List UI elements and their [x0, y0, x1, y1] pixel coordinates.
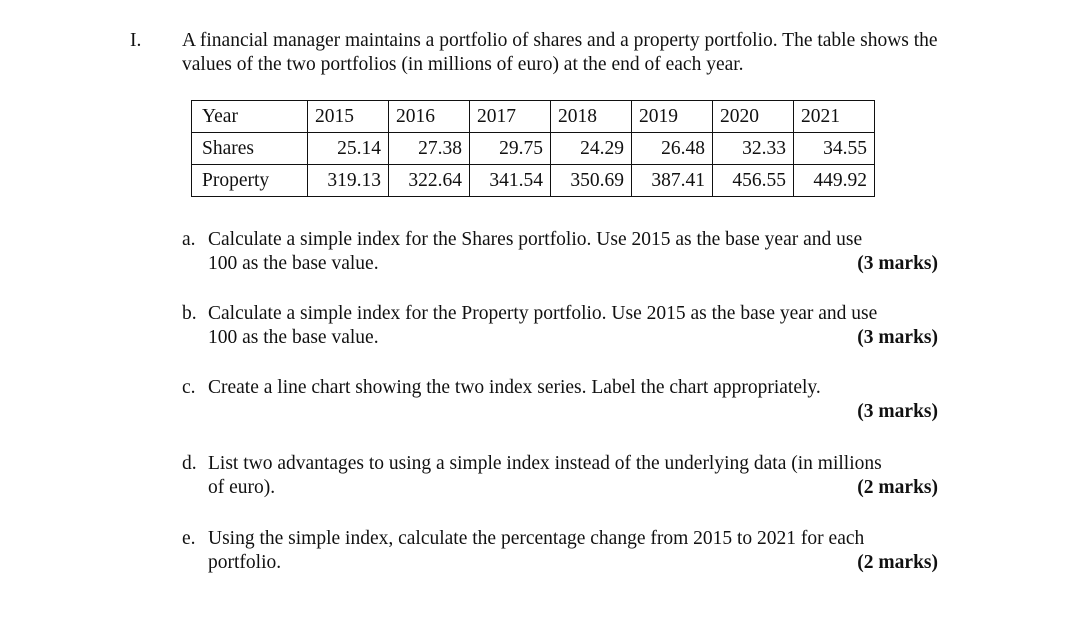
question-intro: A financial manager maintains a portfolio of shares and a property portfolio. The table shows the values of the two portfolios (in millions of euro) at the end of each year. [182, 30, 938, 75]
table-cell: 387.41 [632, 165, 713, 197]
marks-label: (2 marks) [857, 552, 938, 573]
part-e [182, 527, 950, 575]
part-a [182, 228, 950, 276]
marks-label: (3 marks) [857, 401, 938, 422]
year-header-cell: Year [192, 101, 308, 133]
part-text-line2: portfolio. [208, 552, 282, 573]
row-label-property: Property [192, 165, 308, 197]
part-b [182, 302, 950, 350]
table-cell: 24.29 [551, 133, 632, 165]
part-letter: c. [182, 377, 196, 398]
part-text-line1: Calculate a simple index for the Property portfolio. Use 2015 as the base year and use [208, 303, 878, 324]
part-text-line1: Using the simple index, calculate the percentage change from 2015 to 2021 for each [208, 528, 865, 549]
table-cell: 34.55 [794, 133, 875, 165]
table-cell: 456.55 [713, 165, 794, 197]
table-cell: 350.69 [551, 165, 632, 197]
table-cell: 32.33 [713, 133, 794, 165]
table-cell: 25.14 [308, 133, 389, 165]
year-cell: 2017 [470, 101, 551, 133]
table-cell: 26.48 [632, 133, 713, 165]
marks-label: (2 marks) [857, 477, 938, 498]
table-cell: 27.38 [389, 133, 470, 165]
part-text-line2: of euro). [208, 477, 276, 498]
table-row-shares [192, 133, 875, 165]
table-cell: 449.92 [794, 165, 875, 197]
part-letter: d. [182, 453, 197, 474]
table-header-row [192, 101, 875, 133]
table-cell: 322.64 [389, 165, 470, 197]
marks-label: (3 marks) [857, 327, 938, 348]
year-cell: 2021 [794, 101, 875, 133]
year-cell: 2020 [713, 101, 794, 133]
table-cell: 29.75 [470, 133, 551, 165]
part-letter: e. [182, 528, 196, 549]
part-text-line2: 100 as the base value. [208, 253, 379, 274]
part-text-line1: Create a line chart showing the two index series. Label the chart appropriately. [208, 377, 821, 398]
table-cell: 341.54 [470, 165, 551, 197]
year-cell: 2019 [632, 101, 713, 133]
year-cell: 2016 [389, 101, 470, 133]
part-text-line1: Calculate a simple index for the Shares portfolio. Use 2015 as the base year and use [208, 229, 863, 250]
year-cell: 2018 [551, 101, 632, 133]
portfolio-values-table [191, 100, 875, 197]
part-letter: b. [182, 303, 197, 324]
part-text-line1: List two advantages to using a simple index instead of the underlying data (in millions [208, 453, 882, 474]
row-label-shares: Shares [192, 133, 308, 165]
part-d [182, 452, 950, 500]
part-c [182, 376, 950, 422]
marks-label: (3 marks) [857, 253, 938, 274]
table-cell: 319.13 [308, 165, 389, 197]
part-letter: a. [182, 229, 196, 250]
question-number: I. [130, 30, 142, 51]
year-cell: 2015 [308, 101, 389, 133]
part-text-line2: 100 as the base value. [208, 327, 379, 348]
table-row-property [192, 165, 875, 197]
